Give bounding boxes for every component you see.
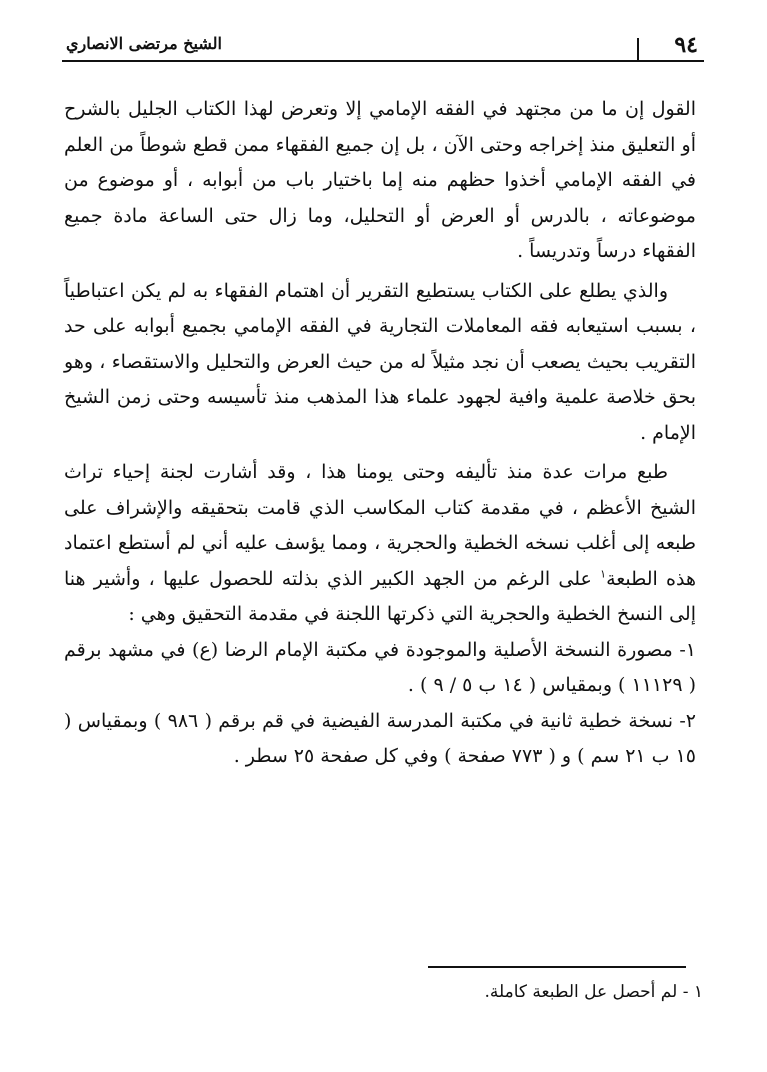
paragraph: والذي يطلع على الكتاب يستطيع التقرير أن اهتمام الفقهاء به لم يكن اعتباطياً ، بسبب استيعابه فقه المعاملات التجارية في الفقه الإمامي بجميع أبوابه على حد التقريب بحيث يصعب أن نجد مثيلاً له من حيث العرض والتحليل والاستقصاء ، وهو بحق خلاصة علمية وافية لجهود علماء هذا المذهب منذ تأسيسه وحتى زمن الشيخ الإمام . [64, 279, 696, 444]
page-number: ٩٤ [674, 32, 698, 58]
body-text [64, 92, 696, 775]
paragraph: القول إن ما من مجتهد في الفقه الإمامي إلا وتعرض لهذا الكتاب الجليل بالشرح أو التعليق منذ إخراجه وحتى الآن ، بل إن جميع الفقهاء ممن قطع شوطاً من العلم في الفقه الإمامي أخذوا حظهم منه إما باختيار باب من أبوابه ، أو موضوع من موضوعاته ، بالدرس أو العرض أو التحليل، وما زال حتى الساعة مادة جميع الفقهاء درساً وتدريساً . [64, 98, 696, 262]
running-title: الشيخ مرتضى الانصاري [66, 34, 222, 53]
paragraph-text: طبع مرات عدة منذ تأليفه وحتى يومنا هذا ، وقد أشارت لجنة إحياء تراث الشيخ الأعظم ، في مقدمة كتاب المكاسب الذي قامت بتحقيقه والإشراف على طبعه إلى أغلب نسخه الخطية والحجرية ، ومما يؤسف عليه أني لم أستطع اعتماد هذه الطبعة [64, 461, 697, 590]
footnote-rule [428, 966, 686, 968]
header-separator [637, 38, 639, 62]
footnote-marker: ١ [600, 567, 607, 581]
paragraph [64, 455, 696, 633]
list-item: ٢- نسخة خطية ثانية في مكتبة المدرسة الفيضية في قم برقم ( ٩٨٦ ) وبمقياس ( ١٥ ب ٢١ سم ) و ( ٧٧٣ صفحة ) وفي كل صفحة ٢٥ سطر . [64, 709, 697, 767]
header-rule [62, 60, 704, 62]
paragraph-text: على الرغم من الجهد الكبير الذي بذلته للحصول عليها ، وأشير هنا إلى النسخ الخطية والحجرية التي ذكرتها اللجنة في مقدمة التحقيق وهي : [64, 567, 696, 625]
footnote: ١ - لم أحصل عل الطبعة كاملة. [484, 982, 703, 1002]
page-header [62, 30, 704, 62]
list-item: ١- مصورة النسخة الأصلية والموجودة في مكتبة الإمام الرضا (ع) في مشهد برقم ( ١١١٢٩ ) وبمقياس ( ١٤ ب ٥ / ٩ ) . [64, 638, 696, 696]
